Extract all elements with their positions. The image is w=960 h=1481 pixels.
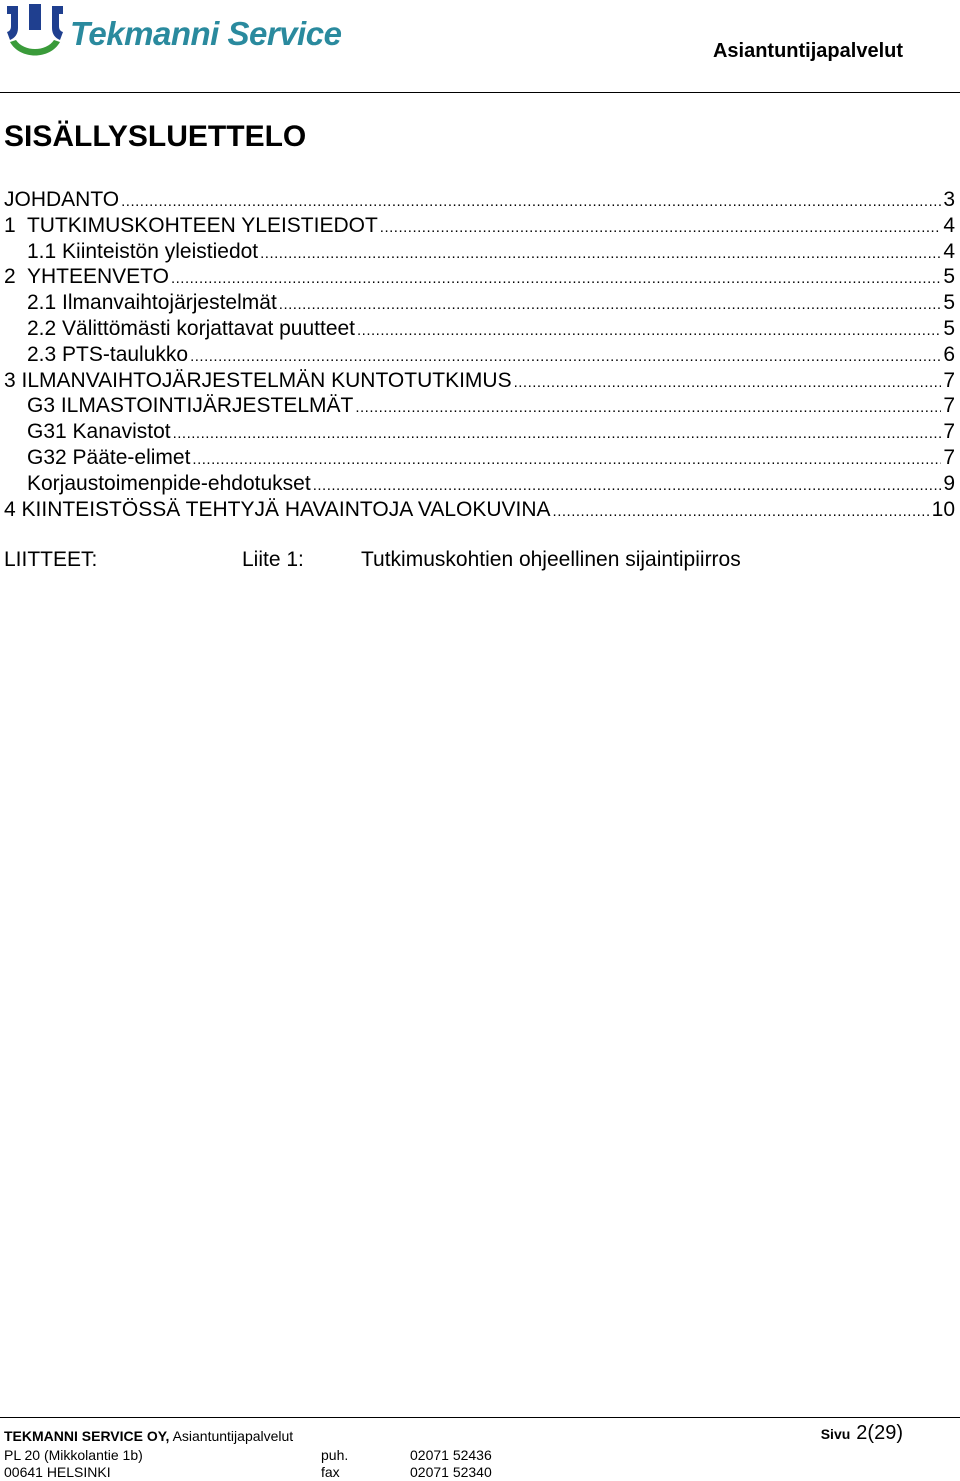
toc-entry-label: JOHDANTO xyxy=(4,188,120,211)
toc-entry-label: G32 Pääte-elimet xyxy=(27,445,191,469)
toc-entry-yhteenveto[interactable] xyxy=(4,264,955,290)
table-of-contents xyxy=(4,187,955,522)
toc-entry-kiinteiston-yleistiedot[interactable] xyxy=(4,239,955,265)
attachments-line xyxy=(4,548,904,574)
toc-entry-g31-kanavistot[interactable] xyxy=(4,419,955,445)
toc-entry-page: 3 xyxy=(943,188,955,211)
toc-dot-leader xyxy=(279,292,942,318)
page-number-value: 2(29) xyxy=(856,1422,903,1444)
footer-divider xyxy=(0,1417,960,1418)
toc-entry-valittomasti-korjattavat-puutteet[interactable] xyxy=(4,316,955,342)
header-divider xyxy=(0,92,960,93)
toc-entry-page: 4 xyxy=(943,239,955,263)
toc-title: SISÄLLYSLUETTELO xyxy=(4,120,307,153)
toc-entry-g32-paate-elimet[interactable] xyxy=(4,445,955,471)
toc-entry-tutkimuskohteen-yleistiedot[interactable] xyxy=(4,213,955,239)
toc-entry-page: 7 xyxy=(943,420,955,444)
footer-contact-row xyxy=(4,1447,604,1464)
toc-entry-ilmanvaihtojarjestelmat[interactable] xyxy=(4,290,955,316)
toc-entry-label: 2 YHTEENVETO xyxy=(4,265,169,289)
footer-fax-label: fax xyxy=(321,1464,340,1480)
footer-address-line2: 00641 HELSINKI xyxy=(4,1464,111,1480)
toc-dot-leader xyxy=(173,421,942,447)
toc-dot-leader xyxy=(121,189,941,215)
footer-address-line1: PL 20 (Mikkolantie 1b) xyxy=(4,1447,143,1463)
attachments-heading: LIITTEET: xyxy=(4,548,98,571)
attachment-label: Liite 1: xyxy=(242,548,304,571)
logo-wordmark: Tekmanni Service xyxy=(70,15,342,52)
toc-entry-label: 2.1 Ilmanvaihtojärjestelmät xyxy=(27,291,277,315)
page-header xyxy=(0,0,960,94)
footer-phone-number: 02071 52436 xyxy=(410,1447,492,1463)
toc-entry-page: 6 xyxy=(943,342,955,366)
footer-company xyxy=(4,1428,293,1444)
toc-entry-label: Korjaustoimenpide-ehdotukset xyxy=(27,471,311,495)
tekmanni-logo-icon xyxy=(4,2,66,64)
toc-dot-leader xyxy=(190,344,941,370)
toc-entry-havaintoja-valokuvina[interactable] xyxy=(4,497,955,523)
toc-entry-page: 7 xyxy=(943,445,955,469)
toc-entry-page: 7 xyxy=(943,368,955,392)
toc-dot-leader xyxy=(514,370,942,396)
toc-entry-page: 4 xyxy=(943,213,955,237)
company-logo xyxy=(4,2,341,64)
toc-entry-label: 1 TUTKIMUSKOHTEEN YLEISTIEDOT xyxy=(4,213,378,237)
toc-dot-leader xyxy=(192,447,941,473)
toc-entry-label: 1.1 Kiinteistön yleistiedot xyxy=(27,239,259,263)
toc-entry-johdanto[interactable] xyxy=(4,187,955,213)
toc-entry-ilmanvaihtojarjestelman-kuntotutkimus[interactable] xyxy=(4,368,955,394)
toc-entry-page: 7 xyxy=(943,394,955,418)
toc-entry-page: 9 xyxy=(943,471,955,495)
attachment-description: Tutkimuskohtien ohjeellinen sijaintipiirros xyxy=(361,548,741,571)
toc-dot-leader xyxy=(380,215,942,241)
toc-entry-label: G3 ILMASTOINTIJÄRJESTELMÄT xyxy=(27,394,354,418)
toc-entry-g3-ilmastointijarjestelmat[interactable] xyxy=(4,393,955,419)
toc-dot-leader xyxy=(313,473,942,499)
toc-entry-label: G31 Kanavistot xyxy=(27,420,171,444)
toc-entry-label: 2.2 Välittömästi korjattavat puutteet xyxy=(27,316,356,340)
footer-phone-label: puh. xyxy=(321,1447,349,1463)
toc-dot-leader xyxy=(355,395,941,421)
footer-fax-number: 02071 52340 xyxy=(410,1464,492,1480)
toc-dot-leader xyxy=(553,499,930,525)
footer-contact-row xyxy=(4,1464,604,1481)
toc-entry-page: 10 xyxy=(931,497,955,521)
toc-dot-leader xyxy=(171,266,941,292)
toc-entry-label: 4 KIINTEISTÖSSÄ TEHTYJÄ HAVAINTOJA VALOKUVINA xyxy=(4,497,551,521)
toc-entry-page: 5 xyxy=(943,316,955,340)
toc-entry-page: 5 xyxy=(943,265,955,289)
footer-company-unit: Asiantuntijapalvelut xyxy=(172,1428,294,1444)
page-number-prefix: Sivu xyxy=(820,1426,851,1442)
header-department: Asiantuntijapalvelut xyxy=(712,40,903,62)
page-number xyxy=(821,1422,903,1445)
toc-entry-label: 3 ILMANVAIHTOJÄRJESTELMÄN KUNTOTUTKIMUS xyxy=(4,368,512,392)
toc-dot-leader xyxy=(260,241,941,267)
toc-dot-leader xyxy=(357,318,941,344)
toc-entry-pts-taulukko[interactable] xyxy=(4,342,955,368)
toc-entry-page: 5 xyxy=(943,291,955,315)
footer-company-name: TEKMANNI SERVICE OY, xyxy=(4,1428,170,1444)
toc-entry-label: 2.3 PTS-taulukko xyxy=(27,342,189,366)
toc-entry-korjaustoimenpide-ehdotukset[interactable] xyxy=(4,471,955,497)
page-footer xyxy=(4,1420,956,1480)
